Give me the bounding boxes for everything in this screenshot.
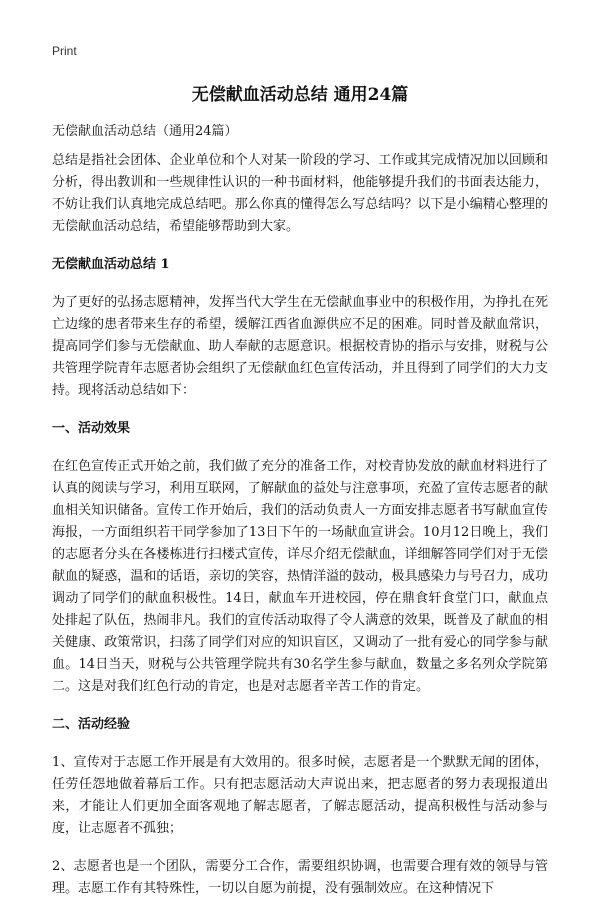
part2-heading: 二、活动经验 [52, 717, 131, 732]
section-paragraph: 为了更好的弘扬志愿精神，发挥当代大学生在无偿献血事业中的积极作用，为挣扎在死亡边缘的患者带来生存的希望，缓解江西省血源供应不足的困难。同时普及献血常识，提高同学们参与无偿献血、助人奉献的志愿意识。根据校青协的指示与安排，财税与公共管理学院青年志愿者协会组织了无偿献血红色宣传活动，并且得到了同学们的大力支持。现将活动总结如下： [52, 295, 548, 398]
document-body [52, 121, 548, 916]
print-link[interactable]: Print [52, 44, 77, 58]
part1-paragraph: 在红色宣传正式开始之前，我们做了充分的准备工作，对校青协发放的献血材料进行了认真的阅读与学习，利用互联网，了解献血的益处与注意事项，充盈了宣传志愿者的献血相关知识储备。宣传工作开始后，我们的活动负责人一方面安排志愿者书写献血宣传海报，一方面组织若干同学参加了13日下午的一场献血宣讲会。10月12日晚上，我们的志愿者分头在各楼栋进行扫楼式宣传，详尽介绍无偿献血，详细解答同学们对于无偿献血的疑惑，温和的话语，亲切的笑容，热情洋溢的鼓动，极具感染力与号召力，成功调动了同学们的献血积极性。14日，献血车开进校园，停在鼎食轩食堂门口，献血点处排起了队伍，热闹非凡。我们的宣传活动取得了令人满意的效果，既普及了献血的相关健康、政策常识，扫荡了同学们对应的知识盲区，又调动了一批有爱心的同学参与献血。14日当天，财税与公共管理学院共有30名学生参与献血，数量之多名列众学院第二。这是对我们红色行动的肯定，也是对志愿者辛苦工作的肯定。 [52, 459, 548, 694]
section-heading: 无偿献血活动总结 1 [52, 257, 170, 272]
intro-paragraph: 总结是指社会团体、企业单位和个人对某一阶段的学习、工作或其完成情况加以回顾和分析，得出教训和一些规律性认识的一种书面材料，他能够提升我们的书面表达能力，不妨让我们认真地完成总结吧。那么你真的懂得怎么写总结吗？以下是小编精心整理的无偿献血活动总结，希望能够帮助到大家。 [52, 153, 548, 234]
document-title: 无偿献血活动总结 通用24篇 [191, 85, 409, 105]
document-subtitle: 无偿献血活动总结（通用24篇） [52, 124, 238, 139]
part2-item-1: 1、宣传对于志愿工作开展是有大效用的。很多时候，志愿者是一个默默无闻的团体，任劳任怨地做着幕后工作。只有把志愿活动大声说出来，把志愿者的努力表现报道出来，才能让人们更加全面客观地了解志愿者，了解志愿活动，提高积极性与活动参与度，让志愿者不孤独； [52, 755, 548, 836]
part2-item-2: 2、志愿者也是一个团队，需要分工合作，需要组织协调，也需要合理有效的领导与管理。志愿工作有其特殊性，一切以自愿为前提，没有强制效应。在这种情况下 [52, 859, 548, 896]
part1-heading: 一、活动效果 [52, 421, 131, 436]
